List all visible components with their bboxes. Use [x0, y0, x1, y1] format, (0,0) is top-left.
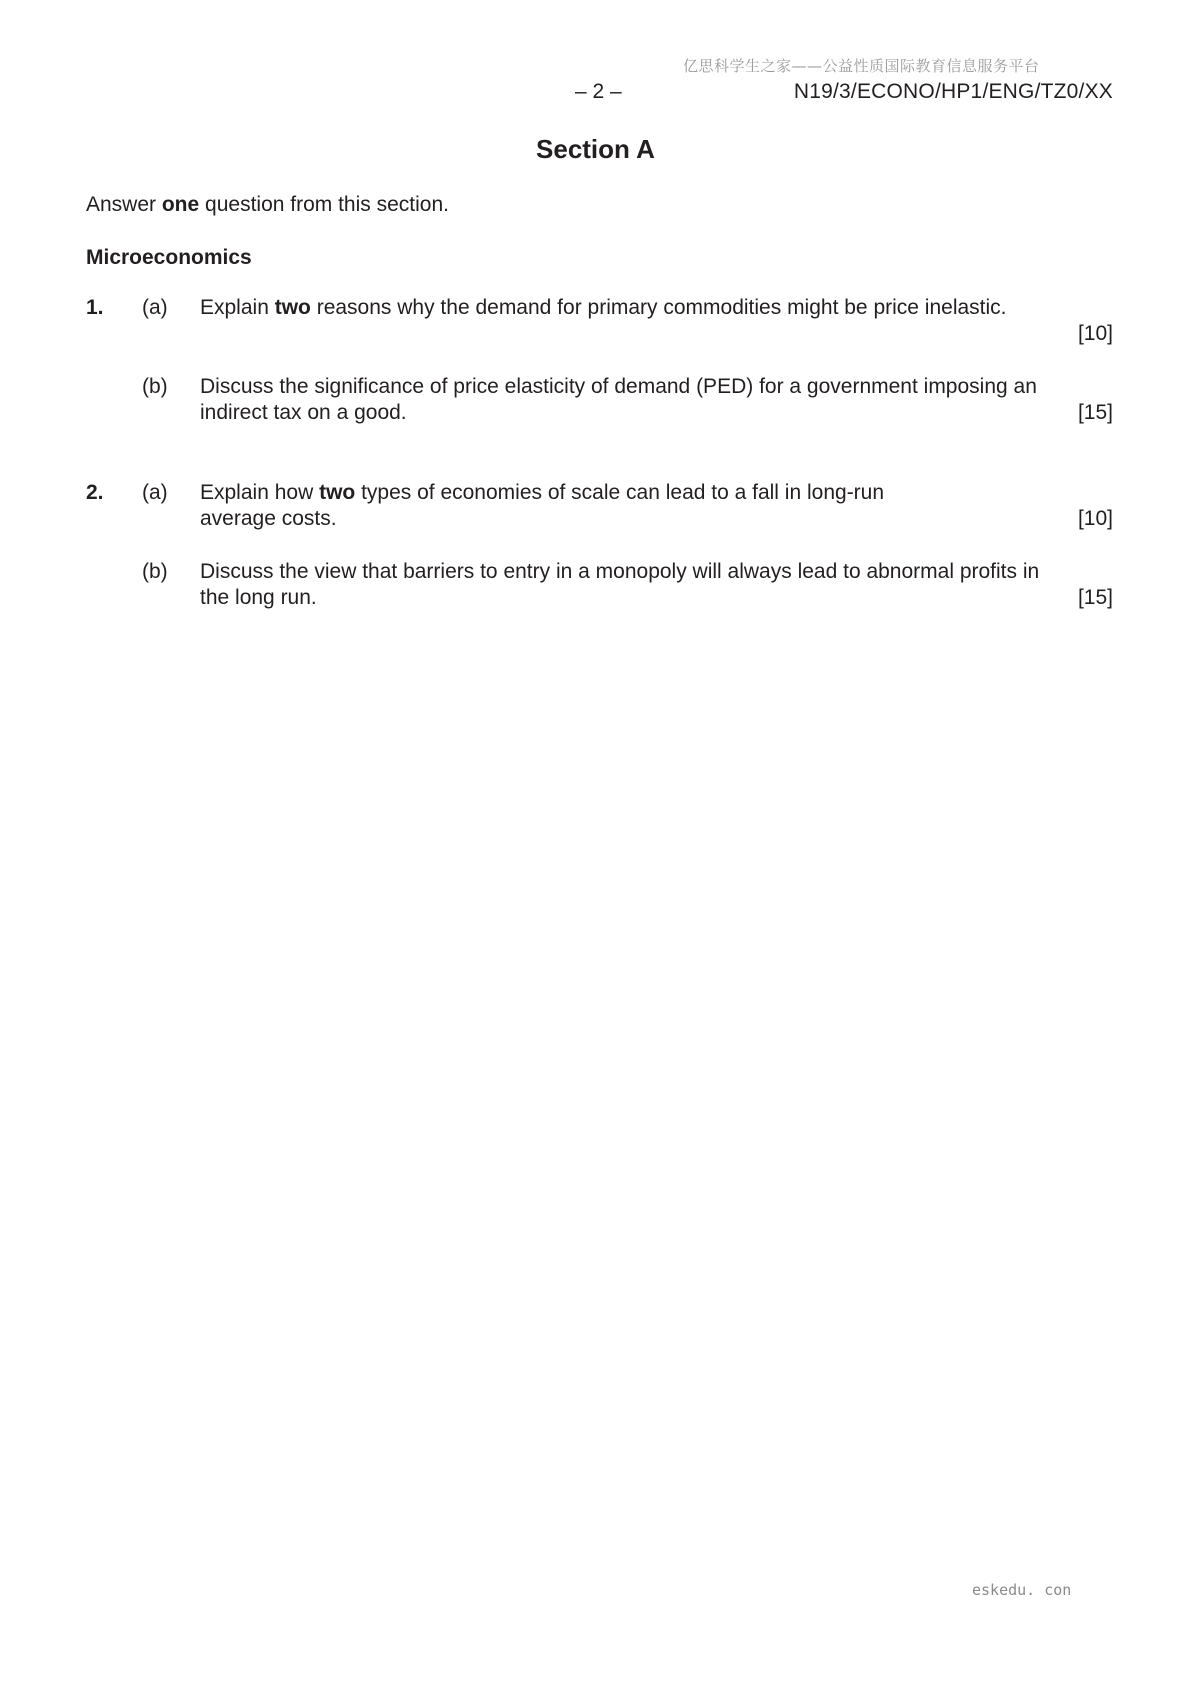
- marks-label: [15]: [1077, 401, 1113, 424]
- question-1a: [86, 295, 1113, 347]
- instruction-text-start: Answer: [86, 193, 162, 216]
- part-label: (b): [142, 560, 168, 583]
- question-2b: [86, 559, 1113, 611]
- marks-label: [10]: [1077, 507, 1113, 530]
- marks-label: [15]: [1077, 586, 1113, 609]
- header-watermark: 亿思科学生之家——公益性质国际教育信息服务平台: [683, 57, 1040, 75]
- question-text-end: types of economies of scale can lead to a fall in long-run average costs.: [200, 481, 885, 530]
- part-label: (b): [142, 375, 168, 398]
- instruction-emphasis: one: [161, 193, 200, 216]
- document-code: N19/3/ECONO/HP1/ENG/TZ0/XX: [793, 80, 1113, 103]
- question-text-start: Explain: [200, 296, 275, 319]
- section-title: Section A: [536, 134, 655, 164]
- subject-heading: Microeconomics: [86, 246, 252, 269]
- instruction-text-end: question from this section.: [199, 193, 449, 216]
- part-label: (a): [142, 481, 168, 504]
- footer-watermark: eskedu. con: [972, 1581, 1072, 1599]
- question-number: 1.: [86, 296, 104, 319]
- marks-label: [10]: [1077, 322, 1113, 345]
- question-text: Discuss the significance of price elasticity of demand (PED) for a government imposing an indirect tax on a good.: [200, 375, 1037, 424]
- question-emphasis: two: [319, 481, 356, 504]
- question-text-start: Explain how: [200, 481, 320, 504]
- question-text: Discuss the view that barriers to entry in a monopoly will always lead to abnormal profits in the long run.: [200, 560, 1040, 609]
- part-label: (a): [142, 296, 168, 319]
- question-text-end: reasons why the demand for primary commodities might be price inelastic.: [310, 296, 1007, 319]
- question-2a: [86, 480, 1113, 532]
- question-text: [200, 480, 935, 532]
- question-emphasis: two: [274, 296, 311, 319]
- question-text: [200, 295, 1050, 321]
- page-number: – 2 –: [575, 80, 622, 103]
- question-1b: [86, 374, 1113, 426]
- section-instruction: [86, 193, 449, 217]
- question-number: 2.: [86, 481, 104, 504]
